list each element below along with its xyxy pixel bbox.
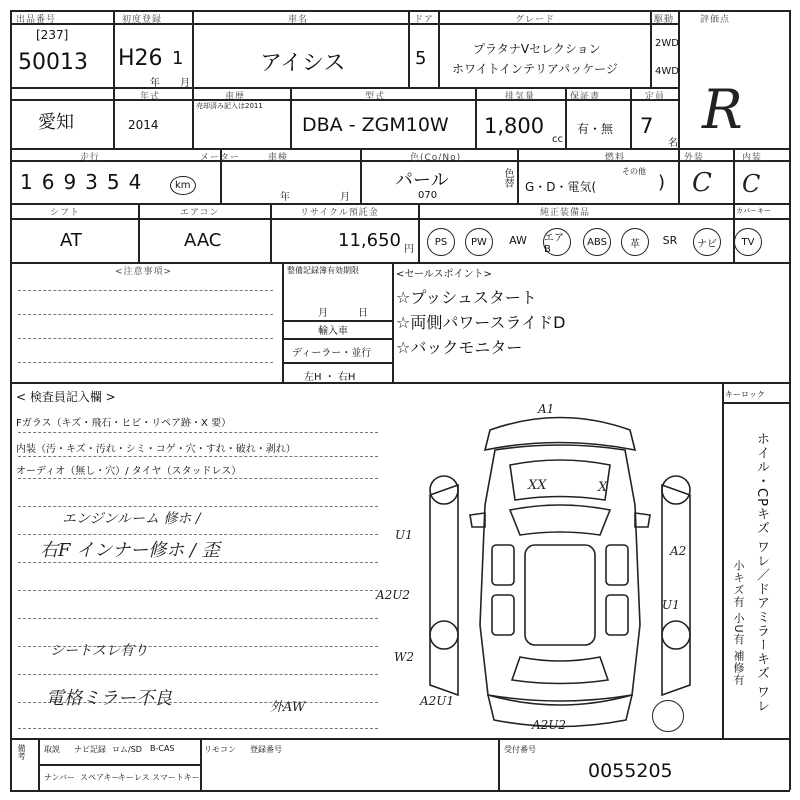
records-day-unit: 日 (358, 308, 368, 319)
recipient-label: 登録番号 (250, 745, 282, 754)
fuel-label: 燃料 (605, 153, 626, 163)
footer-item-4: B-CAS (150, 744, 175, 753)
lot-label: 出品番号 (16, 15, 57, 25)
dealer-option: ディーラー・並行 (292, 348, 372, 359)
equipment-item: ナビ (693, 228, 721, 256)
cc-value: 1,800 (484, 114, 545, 138)
month-unit: 月 (180, 78, 190, 89)
cc-unit: cc (552, 134, 563, 145)
mark-right-front-door: A2 (670, 544, 687, 558)
handwritten-note-3: シートスレ有り (50, 643, 148, 659)
frame-right (789, 10, 791, 790)
sales-point-3: ☆バックモニター (396, 338, 523, 357)
interior-line: 内装（汚・キズ・汚れ・シミ・コゲ・穴・すれ・破れ・剥れ） (16, 444, 296, 455)
mark-hood: XX (528, 478, 547, 493)
equipment-item: AW (509, 234, 527, 247)
footer-item-1: 取説 (44, 745, 60, 754)
drive-4wd: 4WD (655, 66, 679, 77)
seats-unit: 名 (668, 138, 678, 149)
keylock-label: キーロック (725, 390, 765, 399)
equipment-item: TV (734, 228, 762, 256)
color-value: パール (395, 170, 449, 191)
equipment-item: PS (427, 228, 455, 256)
mileage-value: 169354 (20, 170, 151, 194)
history-sub: 売却済み記入は2011 (196, 102, 263, 110)
inspection-label: 車検 (268, 153, 289, 163)
score-label: 評価点 (700, 15, 731, 25)
handwritten-note-4: 電格ミラー不良 (46, 688, 172, 709)
mark-left-rear: W2 (394, 650, 414, 664)
ownership-label: 保証書 (570, 92, 601, 102)
sales-point-1: ☆プッシュスタート (396, 288, 537, 307)
interior-label: 内装 (742, 153, 763, 163)
car-damage-diagram (400, 395, 720, 735)
frame-left (10, 10, 12, 790)
import-label: 輸入車 (318, 326, 348, 337)
mark-rear-bumper-left: A2U1 (420, 694, 455, 708)
seats-label: 定員 (645, 92, 666, 102)
inspector-title: < 検査員記入欄 > (16, 390, 116, 404)
lot-number: 50013 (18, 50, 88, 75)
equipment-item: 革 (621, 228, 649, 256)
footer-item-9: スマートキー (152, 773, 200, 782)
sales-label: <セールスポイント> (396, 269, 492, 280)
auction-sheet: 出品番号 [237] 50013 初度登録 H26 1 年 月 車名 アイシス ドア 5 グレード プラタナVセレクション ホワイトインテリアパッケージ 駆動 2WD 4WD 評価点 R 愛知 年式 2014 車歴 売却済み記入は2011 型式 DBA - ZGM10W 排気量 1,800 cc 保証書 有・無 定員 7 名 走行 メーター 169354 km 車検 年 月 色(Co/No) パール 070 色替 燃料 G・D・電気( その他 ) 外装 C 内装 C シフト AT エアコン AAC リサイクル預託金 11,650 円 純正装備品 カバーキー PS PW AW エアB ABS 革 SR ナビ TV <注意事項> 整備記録簿有効期限 月 日 輸入車 ディーラー・並行 左H ・ 右H <セールスポイント> ☆プッシュスタート ☆両側パワースライドD ☆バックモニター < 検査員記入欄 > Fガラス（キズ・飛石・ヒビ・リペア跡・X 要） 内装（汚・キズ・汚れ・シミ・コゲ・穴・すれ・破れ・剥れ） オーディオ（無し・穴）/ タイヤ（スタッドレス） エンジンルーム 修ホ / 右F インナー修ホ / 歪 シートスレ有り 電格ミラー不良 外AW A1 XX X U1 A2 A2U2 U1 W2 A2U1 A2U2 キーロック ホイル・CPキズ ワレ／ドアミラーキズ ワレ 小キズ有 小U有 補修有 備考 取説 ナビ記録 ロム/SD B-CAS リモコン ナンバー スペアキー キーレス スマートキー 登録番号 受付番号 0055205 (0, 0, 800, 800)
handwritten-note-2: 右F インナー修ホ / 歪 (40, 540, 220, 561)
interior-value: C (742, 170, 761, 198)
color-code: 070 (418, 190, 438, 201)
drive-2wd: 2WD (655, 38, 679, 49)
history-label: 車歴 (225, 92, 246, 102)
mark-right-fender: X (598, 480, 608, 495)
receipt-number: 0055205 (588, 760, 673, 782)
model-year-label: 年式 (140, 92, 161, 102)
color-change-label: 色替 (502, 168, 513, 188)
year-unit: 年 (150, 78, 160, 89)
footer-item-7: スペアキー (80, 773, 120, 782)
grade-label: グレード (515, 15, 556, 25)
equipment-item: エアB (543, 228, 571, 256)
ownership-value: 有・無 (577, 122, 614, 136)
side-legend-small: 小キズ有 小U有 補修有 (732, 560, 745, 687)
doors-value: 5 (415, 48, 427, 69)
mileage-label: 走行 (80, 153, 101, 163)
recycle-label: リサイクル預託金 (300, 208, 379, 218)
frame-bottom (10, 790, 790, 792)
equipment-item: SR (662, 234, 678, 247)
first-reg-label: 初度登録 (122, 15, 163, 25)
era-year: H26 (118, 46, 163, 71)
handle-option: 左H ・ 右H (304, 372, 356, 383)
equipment-label: 純正装備品 (540, 208, 591, 218)
extra-label: カバーキー (736, 207, 771, 215)
grade-line2: ホワイトインテリアパッケージ (452, 62, 618, 76)
records-label: 整備記録簿有効期限 (287, 266, 359, 275)
recycle-value: 11,650 (338, 230, 401, 251)
grade-line1: プラタナVセレクション (473, 42, 601, 56)
shift-value: AT (60, 230, 82, 251)
mileage-unit: km (170, 176, 196, 195)
footer-item-2: ナビ記録 (74, 745, 106, 754)
recycle-unit: 円 (404, 244, 414, 255)
inspection-year-unit: 年 (280, 192, 290, 203)
ac-label: エアコン (180, 208, 220, 218)
glass-line: Fガラス（キズ・飛石・ヒビ・リペア跡・X 要） (16, 418, 232, 429)
caution-label: <注意事項> (115, 267, 173, 277)
equipment-item: ABS (583, 228, 611, 256)
type-label: 型式 (365, 92, 386, 102)
exterior-value: C (692, 168, 712, 198)
sales-point-2: ☆両側パワースライドD (396, 313, 566, 332)
cc-label: 排気量 (505, 92, 536, 102)
notes-bottom (10, 382, 790, 384)
records-month-unit: 月 (318, 308, 328, 319)
model-year: 2014 (128, 118, 159, 132)
footer-item-5: リモコン (204, 745, 236, 754)
seats-value: 7 (640, 114, 654, 138)
handwritten-note-5: 外AW (270, 700, 306, 715)
side-legend: ホイル・CPキズ ワレ／ドアミラーキズ ワレ (754, 432, 769, 714)
footer-item-6: ナンバー (44, 773, 76, 782)
region: 愛知 (38, 112, 74, 133)
doors-label: ドア (414, 15, 434, 25)
reg-month: 1 (172, 48, 184, 69)
receipt-label: 受付番号 (504, 745, 536, 754)
mark-left-door: A2U2 (376, 588, 411, 602)
footer-item-3: ロム/SD (112, 745, 142, 754)
footer-item-8: キーレス (118, 773, 150, 782)
drive-label: 駆動 (654, 15, 675, 25)
fuel-other: その他 (622, 167, 646, 176)
shift-label: シフト (50, 208, 81, 218)
footer-top (10, 738, 790, 740)
color-label: 色(Co/No) (410, 153, 462, 163)
lot-box: [237] (36, 28, 69, 42)
mark-left-front: U1 (395, 528, 413, 542)
mark-rear-bumper: A2U2 (532, 718, 567, 732)
model-label: 車名 (288, 15, 309, 25)
score-value: R (702, 78, 743, 141)
model-name: アイシス (260, 51, 346, 76)
inspection-month-unit: 月 (340, 192, 350, 203)
meter-label: メーター (200, 153, 241, 163)
exterior-label: 外装 (684, 153, 705, 163)
mark-front-bumper: A1 (538, 402, 555, 416)
equipment-item: PW (465, 228, 493, 256)
type-code: DBA - ZGM10W (302, 114, 449, 136)
row3-bottom (10, 203, 790, 205)
fuel-value: G・D・電気( (525, 180, 597, 194)
audio-line: オーディオ（無し・穴）/ タイヤ（スタッドレス） (16, 466, 242, 477)
handwritten-note-1: エンジンルーム 修ホ / (62, 511, 201, 527)
mark-right-rear-door: U1 (662, 598, 680, 612)
ac-value: AAC (184, 230, 222, 251)
fuel-close: ) (658, 172, 666, 193)
